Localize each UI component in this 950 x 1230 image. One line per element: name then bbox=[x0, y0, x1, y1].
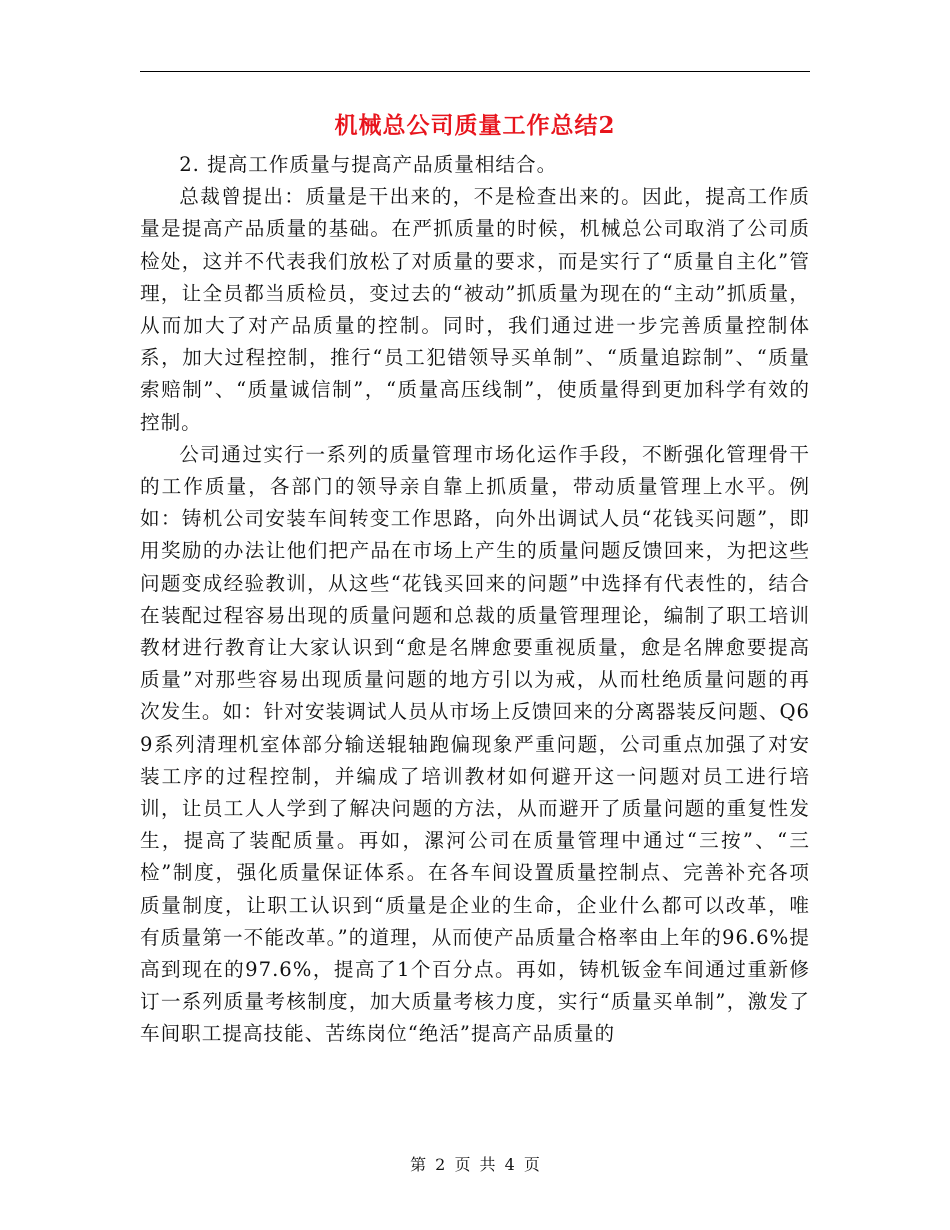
header-rule bbox=[140, 71, 810, 72]
page-number-footer: 第 2 页 共 4 页 bbox=[410, 1155, 540, 1174]
paragraph-2: 总裁曾提出：质量是干出来的，不是检查出来的。因此，提高工作质量是提高产品质量的基础。在严抓质量的时候，机械总公司取消了公司质检处，这并不代表我们放松了对质量的要求，而是实行了“质量自主化”管理，让全员都当质检员，变过去的“被动”抓质量为现在的“主动”抓质量，从而加大了对产品质量的控制。同时，我们通过进一步完善质量控制体系，加大过程控制，推行“员工犯错领导买单制”、“质量追踪制”、“质量索赔制”、“质量诚信制”，“质量高压线制”，使质量得到更加科学有效的控制。 bbox=[140, 185, 810, 434]
document-body bbox=[140, 149, 810, 1051]
paragraph-3: 公司通过实行一系列的质量管理市场化运作手段，不断强化管理骨干的工作质量，各部门的领导亲自靠上抓质量，带动质量管理上水平。例如：铸机公司安装车间转变工作思路，向外出调试人员“花钱买问题”，即用奖励的办法让他们把产品在市场上产生的质量问题反馈回来，为把这些问题变成经验教训，从这些“花钱买回来的问题”中选择有代表性的，结合在装配过程容易出现的质量问题和总裁的质量管理理论，编制了职工培训教材进行教育让大家认识到“愈是名牌愈要重视质量，愈是名牌愈要提高质量”对那些容易出现质量问题的地方引以为戒，从而杜绝质量问题的再次发生。如：针对安装调试人员从市场上反馈回来的分离器装反问题、Q69系列清理机室体部分输送辊轴跑偏现象严重问题，公司重点加强了对安装工序的过程控制，并编成了培训教材如何避开这一问题对员工进行培训，让员工人人学到了解决问题的方法，从而避开了质量问题的重复性发生，提高了装配质量。再如，漯河公司在质量管理中通过“三按”、“三检”制度，强化质量保证体系。在各车间设置质量控制点、完善补充各项质量制度，让职工认识到“质量是企业的生命，企业什么都可以改革，唯有质量第一不能改革。”的道理，从而使产品质量合格率由上年的96.6%提高到现在的97.6%，提高了1个百分点。再如，铸机钣金车间通过重新修订一系列质量考核制度，加大质量考核力度，实行“质量买单制”，激发了车间职工提高技能、苦练岗位“绝活”提高产品质量的 bbox=[140, 442, 810, 1046]
paragraph-1: 2. 提高工作质量与提高产品质量相结合。 bbox=[179, 153, 558, 176]
document-title: 机械总公司质量工作总结2 bbox=[334, 112, 616, 139]
